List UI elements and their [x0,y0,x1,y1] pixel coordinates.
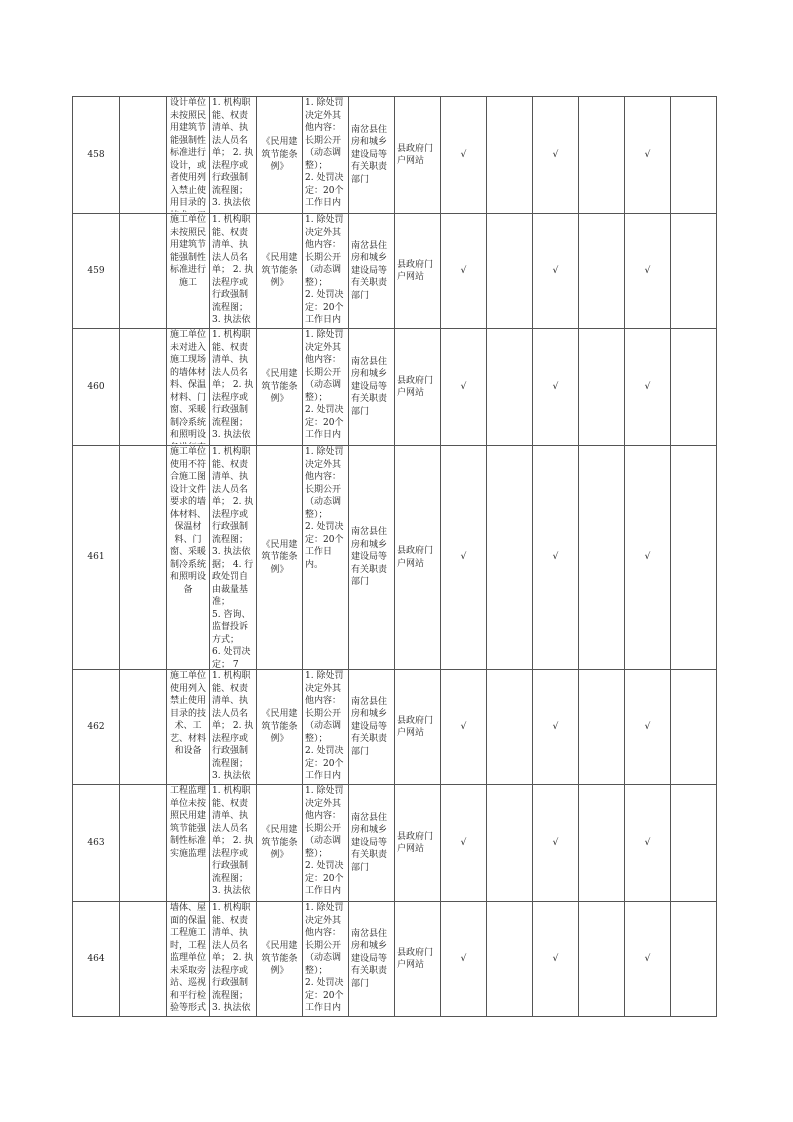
basis-cell [257,785,303,902]
check-cell [533,446,579,670]
check-cell-text: √ [552,837,559,848]
time-cell [303,446,349,670]
content-cell [210,785,257,902]
check-cell-text: √ [552,721,559,732]
item-cell-text: 施工单位使用不符合施工图设计文件要求的墙体材料、保温材料、门窗、采暖制冷系统和照明设备 [169,447,206,595]
row-number-cell [73,902,120,1017]
check-cell-text: √ [460,149,467,160]
check-cell [671,214,717,329]
blank-cell [120,446,167,670]
check-cell [533,785,579,902]
channel-cell-text: 县政府门户网站 [397,831,434,854]
subject-cell-text: 南岔县住房和城乡建设局等有关职责部门 [351,356,388,417]
check-cell-text: √ [644,721,651,732]
channel-cell-text: 县政府门户网站 [397,375,434,398]
time-cell-text: 1. 除处罚决定外其他内容：长期公开（动态调整）； 2. 处罚决定：20个工作日内 [305,786,344,896]
check-cell [487,329,533,446]
subject-cell-text: 南岔县住房和城乡建设局等有关职责部门 [351,928,388,989]
check-cell [533,214,579,329]
check-cell [625,329,671,446]
check-cell [579,785,625,902]
check-cell [533,902,579,1017]
blank-cell [120,329,167,446]
check-cell [441,902,487,1017]
content-cell-text: 1. 机构职能、权责清单、执法人员名单； 2. 执法程序或行政强制流程图； 3. 执法依据； 4. 行政处罚自由裁量基准； 5. 咨询、监督投诉方式； 6. 处罚决定； 7 [212,447,254,668]
time-cell-text: 1. 除处罚决定外其他内容：长期公开（动态调整）； 2. 处罚决定：20个工作日内 [305,98,344,208]
item-cell [167,902,210,1017]
content-cell-text: 1. 机构职能、权责清单、执法人员名单； 2. 执法程序或行政强制流程图； 3. 执法依 [212,215,254,325]
content-cell [210,902,257,1017]
check-cell [625,785,671,902]
subject-cell [349,214,395,329]
subject-cell-text: 南岔县住房和城乡建设局等有关职责部门 [351,696,388,757]
channel-cell [395,670,441,785]
row-number-cell [73,214,120,329]
item-cell-text: 施工单位使用列入禁止使用目录的技术、工艺、材料和设备 [169,671,206,756]
content-cell-text: 1. 机构职能、权责清单、执法人员名单； 2. 执法程序或行政强制流程图； 3. 执法依 [212,98,254,208]
content-cell-text: 1. 机构职能、权责清单、执法人员名单； 2. 执法程序或行政强制流程图； 3. 执法依 [212,786,254,896]
check-cell [441,670,487,785]
basis-cell [257,670,303,785]
check-cell [671,329,717,446]
subject-cell-text: 南岔县住房和城乡建设局等有关职责部门 [351,527,388,588]
basis-cell-text: 《民用建筑节能条例》 [261,253,298,289]
check-cell [625,670,671,785]
check-cell [579,670,625,785]
subject-cell [349,670,395,785]
channel-cell-text: 县政府门户网站 [397,143,434,166]
subject-cell-text: 南岔县住房和城乡建设局等有关职责部门 [351,812,388,873]
check-cell [579,902,625,1017]
blank-cell [120,902,167,1017]
check-cell [625,902,671,1017]
check-cell [441,446,487,670]
check-cell-text: √ [460,265,467,276]
check-cell [579,214,625,329]
time-cell-text: 1. 除处罚决定外其他内容：长期公开（动态调整）； 2. 处罚决定：20个工作日内。 [305,447,344,570]
channel-cell [395,902,441,1017]
time-cell [303,97,349,214]
check-cell-text: √ [552,953,559,964]
check-cell [625,446,671,670]
check-cell-text: √ [644,265,651,276]
row-number-cell-text: 460 [87,381,105,392]
basis-cell [257,902,303,1017]
channel-cell [395,329,441,446]
row-number-cell [73,670,120,785]
content-cell [210,214,257,329]
check-cell-text: √ [460,721,467,732]
basis-cell-text: 《民用建筑节能条例》 [261,369,298,405]
check-cell [625,97,671,214]
subject-cell [349,446,395,670]
time-cell [303,670,349,785]
check-cell [441,97,487,214]
subject-cell [349,97,395,214]
row-number-cell-text: 461 [87,552,105,563]
check-cell-text: √ [552,552,559,563]
item-cell [167,214,210,329]
check-cell-text: √ [552,265,559,276]
table-row [73,214,717,329]
check-cell [487,214,533,329]
subject-cell [349,902,395,1017]
check-cell-text: √ [460,381,467,392]
subject-cell [349,329,395,446]
check-cell [487,785,533,902]
basis-cell-text: 《民用建筑节能条例》 [261,137,298,173]
table-row [73,446,717,670]
subject-cell-text: 南岔县住房和城乡建设局等有关职责部门 [351,240,388,301]
content-cell [210,97,257,214]
check-cell-text: √ [644,552,651,563]
basis-cell-text: 《民用建筑节能条例》 [261,825,298,861]
check-cell [671,785,717,902]
check-cell [487,670,533,785]
blank-cell [120,214,167,329]
table-row [73,785,717,902]
channel-cell [395,785,441,902]
table-row [73,97,717,214]
table-row [73,902,717,1017]
check-cell-text: √ [552,149,559,160]
basis-cell [257,446,303,670]
content-cell [210,329,257,446]
check-cell [533,97,579,214]
check-cell [671,97,717,214]
content-cell-text: 1. 机构职能、权责清单、执法人员名单； 2. 执法程序或行政强制流程图； 3. 执法依 [212,671,254,781]
channel-cell [395,214,441,329]
check-cell-text: √ [644,381,651,392]
table-row [73,670,717,785]
subject-cell-text: 南岔县住房和城乡建设局等有关职责部门 [351,124,388,185]
basis-cell [257,214,303,329]
check-cell [441,214,487,329]
item-cell-text: 施工单位未对进入施工现场的墙体材料、保温材料、门窗、采暖制冷系统和照明设 [169,330,206,440]
time-cell-text: 1. 除处罚决定外其他内容：长期公开（动态调整）； 2. 处罚决定：20个工作日内 [305,330,344,440]
item-cell [167,329,210,446]
check-cell [487,446,533,670]
check-cell [579,446,625,670]
check-cell [441,785,487,902]
row-number-cell-text: 458 [87,149,105,160]
blank-cell [120,670,167,785]
check-cell [533,329,579,446]
item-cell-text: 设计单位未按照民用建筑节能强制性标准进行设计，或者使用列入禁止使用目录的 [169,98,206,208]
item-cell [167,670,210,785]
row-number-cell-text: 459 [87,265,105,276]
table-row [73,329,717,446]
check-cell-text: √ [460,953,467,964]
blank-cell [120,97,167,214]
check-cell [671,670,717,785]
check-cell [441,329,487,446]
channel-cell-text: 县政府门户网站 [397,947,434,970]
row-number-cell [73,329,120,446]
blank-cell [120,785,167,902]
time-cell [303,785,349,902]
time-cell-text: 1. 除处罚决定外其他内容：长期公开（动态调整）； 2. 处罚决定：20个工作日内 [305,903,344,1013]
time-cell [303,329,349,446]
check-cell [671,902,717,1017]
check-cell-text: √ [644,837,651,848]
item-cell [167,446,210,670]
channel-cell-text: 县政府门户网站 [397,715,434,738]
item-cell [167,97,210,214]
check-cell [671,446,717,670]
channel-cell [395,97,441,214]
basis-cell [257,97,303,214]
check-cell-text: √ [460,837,467,848]
check-cell [625,214,671,329]
row-number-cell [73,785,120,902]
item-cell-text: 施工单位未按照民用建筑节能强制性标准进行施工 [169,215,206,288]
basis-cell-text: 《民用建筑节能条例》 [261,941,298,977]
channel-cell-text: 县政府门户网站 [397,546,434,569]
content-cell-text: 1. 机构职能、权责清单、执法人员名单； 2. 执法程序或行政强制流程图； 3. 执法依 [212,330,254,440]
row-number-cell [73,97,120,214]
time-cell-text: 1. 除处罚决定外其他内容：长期公开（动态调整）； 2. 处罚决定：20个工作日内 [305,215,344,325]
subject-cell [349,785,395,902]
content-cell [210,670,257,785]
item-cell [167,785,210,902]
disclosure-table [72,96,717,1017]
check-cell [579,97,625,214]
basis-cell [257,329,303,446]
item-cell-text: 墙体、屋面的保温工程施工时，工程监理单位未采取旁站、巡视和平行检验等形式 [169,903,206,1013]
row-number-cell-text: 464 [87,953,105,964]
time-cell [303,902,349,1017]
check-cell-text: √ [644,149,651,160]
check-cell [487,97,533,214]
item-cell-text: 工程监理单位未按照民用建筑节能强制性标准实施监理 [169,786,206,859]
check-cell [533,670,579,785]
content-cell [210,446,257,670]
time-cell [303,214,349,329]
row-number-cell-text: 462 [87,721,105,732]
check-cell-text: √ [552,381,559,392]
channel-cell [395,446,441,670]
time-cell-text: 1. 除处罚决定外其他内容：长期公开（动态调整）； 2. 处罚决定：20个工作日内 [305,671,344,781]
row-number-cell-text: 463 [87,837,105,848]
check-cell [487,902,533,1017]
content-cell-text: 1. 机构职能、权责清单、执法人员名单； 2. 执法程序或行政强制流程图； 3. 执法依 [212,903,254,1013]
basis-cell-text: 《民用建筑节能条例》 [261,709,298,745]
row-number-cell [73,446,120,670]
channel-cell-text: 县政府门户网站 [397,259,434,282]
check-cell-text: √ [460,552,467,563]
check-cell-text: √ [644,953,651,964]
check-cell [579,329,625,446]
basis-cell-text: 《民用建筑节能条例》 [261,539,298,575]
